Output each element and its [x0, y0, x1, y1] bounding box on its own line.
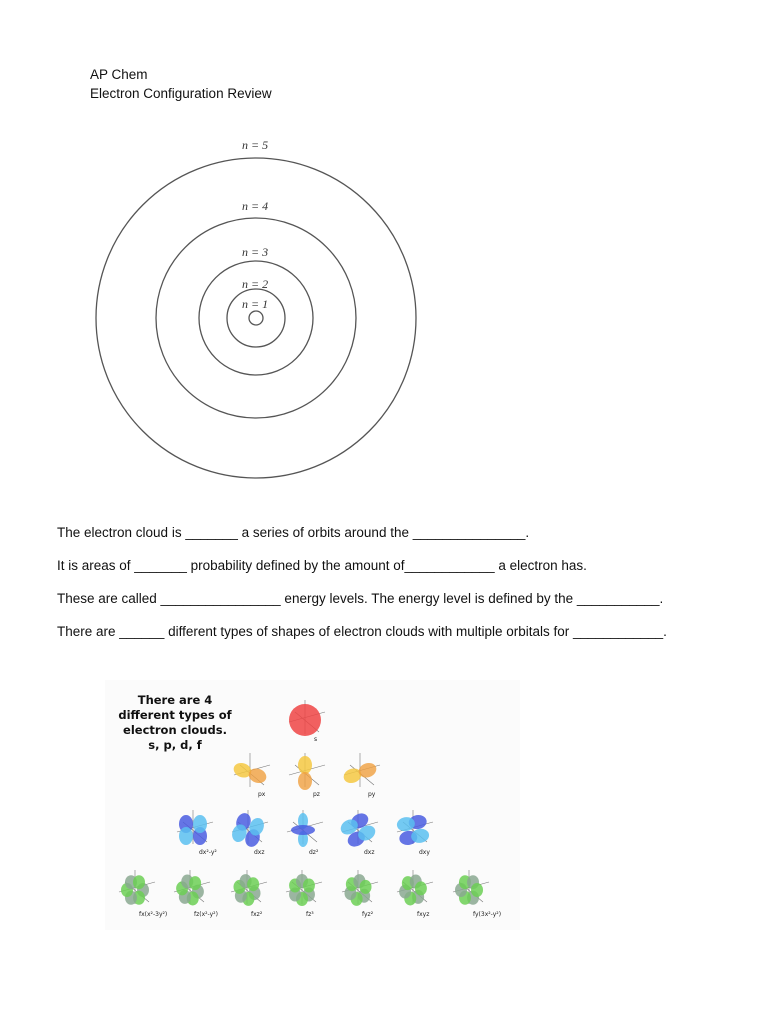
energy-level-diagram	[90, 130, 420, 490]
p-orbital-label: pz	[313, 791, 320, 798]
shell-n1	[249, 311, 263, 325]
f-orbital-label: fy(3x²-y²)	[473, 911, 502, 918]
f-orbital-label: fz³	[306, 911, 314, 918]
d-orbital-label: dxz	[364, 849, 375, 856]
worksheet-header	[90, 65, 272, 103]
p-orbital-label: py	[368, 791, 376, 798]
shell-label-n1: n = 1	[242, 297, 269, 311]
caption-line: s, p, d, f	[148, 738, 202, 752]
p-orbital-label: px	[258, 791, 266, 798]
sentence-cloud-shapes: There are ______ different types of shapes of electron clouds with multiple orbitals for ____________.	[57, 624, 667, 639]
shell-label-n3: n = 3	[242, 245, 269, 259]
shell-label-n2: n = 2	[242, 277, 269, 291]
shell-label-n5: n = 5	[242, 138, 269, 152]
f-orbital-label: fxyz	[417, 911, 430, 918]
caption-line: different types of	[118, 708, 232, 722]
orbital-caption	[115, 693, 235, 753]
f-orbital-label: fxz²	[251, 911, 263, 918]
sentence-probability: It is areas of _______ probability defined by the amount of____________ a electron has.	[57, 558, 587, 573]
caption-line: electron clouds.	[123, 723, 227, 737]
f-orbital-label: fyz²	[362, 911, 374, 918]
sentence-energy-levels: These are called ________________ energy levels. The energy level is defined by the ___________.	[57, 591, 664, 606]
shell-label-n4: n = 4	[242, 199, 269, 213]
d-orbital-label: dxy	[419, 849, 430, 856]
worksheet-title: Electron Configuration Review	[90, 86, 272, 101]
sentence-electron-cloud: The electron cloud is _______ a series of orbits around the _______________.	[57, 525, 530, 540]
d-orbital-label: dz²	[309, 849, 319, 856]
f-orbital-label: fx(x²-3y²)	[139, 911, 168, 918]
s-orbital-label: s	[314, 736, 318, 743]
f-orbital-label: fz(x²-y²)	[194, 911, 218, 918]
d-orbital-label: dx²-y²	[199, 849, 217, 856]
d-orbital-label: dxz	[254, 849, 265, 856]
caption-line: There are 4	[137, 693, 213, 707]
course-label: AP Chem	[90, 67, 148, 82]
